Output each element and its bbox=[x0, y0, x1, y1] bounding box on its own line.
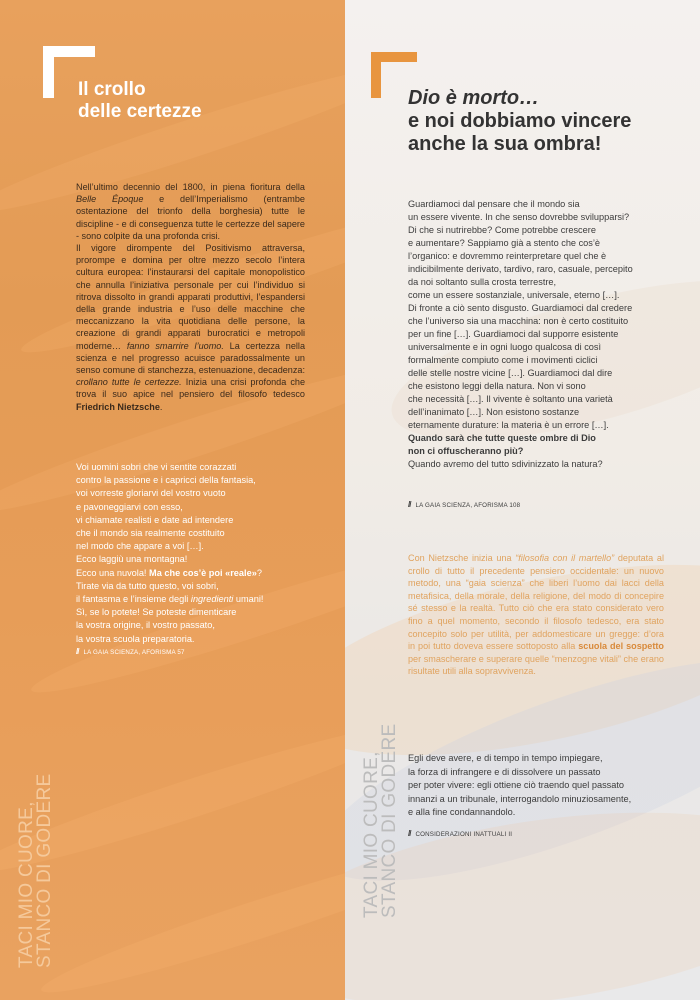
paragraph: Nell’ultimo decennio del 1800, in piena fioritura della Belle Époque e dell’Imperialismo (entrambe ostentazione del trionfo della borghesia) tutte le discipline - e di conseguenza tutte le certezze del sapere - sono colpite da una profonda crisi. bbox=[76, 182, 305, 241]
left-title-line: Il crollo bbox=[78, 79, 146, 100]
quote-source: // LA GAIA SCIENZA, AFORISMA 108 bbox=[408, 500, 521, 509]
quote-source: // CONSIDERAZIONI INATTUALI II bbox=[408, 829, 513, 838]
right-title-line: Dio è morto… bbox=[408, 87, 540, 109]
right-body-text: Con Nietzsche inizia una “filosofia con il martello” deputata al crollo di tutto il precedente pensiero occidentale: un nuovo metodo, una “gaia scienza” che liberi l’uomo dai lacci della metafisica, della morale, della religione, del modo di concepire sé stesso e la realtà. Tutto ciò che era stato considerato vero fino a quel momento, secondo il filosofo tedesco, era stato concepito solo per utilità, per addomesticare un gregge: d’ora in poi tutto doveva essere sottoposto alla scuola del sospetto per smascherare e superare quelle “menzogne vitali” che erano risultate utili alla sopravvivenza. bbox=[408, 553, 664, 677]
left-body-text bbox=[76, 181, 305, 413]
paragraph: Il vigore dirompente del Positivismo attraversa, prorompe e domina per oltre mezzo secolo l’intera cultura europea: l’instaurarsi del capitale monopolistico che annulla l’iniziativa personale per cui l’individuo si ritrova dissolto in grandi apparati produttivi, l’espandersi della grande industria e l’uso delle macchine che meccanizzano la vita quotidiana delle persone, la creazione di grandi apparati burocratici e metropoli moderne… fanno smarrire l’uomo. La certezza nella scienza e nel progresso acuisce paradossalmente un senso comune di stanchezza, estenuazione, decadenza: crollano tutte le certezze. Inizia una crisi profonda che trova il suo apice nel pensiero del filosofo tedesco Friedrich Nietzsche. bbox=[76, 243, 306, 412]
right-title bbox=[408, 87, 631, 156]
vertical-caption: TACI MIO CUORE, STANCO DI GODERE bbox=[16, 773, 55, 968]
left-quote: Voi uomini sobri che vi sentite corazzati contro la passione e i capricci della fantasia, voi vorreste gloriarvi del vostro vuoto e pavoneggiarvi con esso, vi chiamate realisti e date ad intendere che il mondo sia realmente costituito nel modo che appare a voi […]. Ecco laggiù una montagna! Ecco una nuvola! Ma che cos’è poi «reale»? Tirate via da tutto questo, voi sobri, il fantasma e l’insieme degli ingredienti umani! Sì, se lo potete! Se poteste dimenticare la vostra origine, il vostro passato, la vostra scuola preparatoria. bbox=[76, 462, 264, 644]
right-quote-2: Egli deve avere, e di tempo in tempo impiegare, la forza di infrangere e di dissolvere un passato per poter vivere: egli ottiene ciò traendo quel passato innanzi a un tribunale, interrogandolo minuziosamente, e alla fine condannandolo. bbox=[408, 753, 632, 817]
right-quote: Guardiamoci dal pensare che il mondo sia un essere vivente. In che senso dovrebbe svilupparsi? Di che si nutrirebbe? Come potrebbe crescere e aumentare? Sappiamo già a stento che cos’è l’organico: e dovremmo reinterpretare quel che è indicibilmente derivato, tardivo, raro, casuale, percepito da noi soltanto sulla crosta terrestre, come un essere sostanziale, universale, eterno […]. Di fronte a ciò sento disgusto. Guardiamoci dal credere che l’universo sia una macchina: non è certo costituito per un fine […]. Guardiamoci dal supporre esistente universalmente e in ogni luogo qualcosa di così formalmente compiuto come i movimenti ciclici delle stelle nostre vicine […]. Guardiamoci dal dire che esistono leggi della natura. Non vi sono che necessità […]. Il vivente è soltanto una varietà dell’inanimato […]. Non esistono sostanze eternamente durature: la materia è un errore […]. Quando sarà che tutte queste ombre di Dio non ci offuscheranno più? Quando avremo del tutto sdivinizzato la natura? bbox=[408, 199, 633, 469]
right-title-line: e noi dobbiamo vincere bbox=[408, 110, 632, 132]
right-title-line: anche la sua ombra! bbox=[408, 133, 602, 155]
left-title bbox=[78, 79, 202, 123]
left-title-line: delle certezze bbox=[78, 101, 202, 122]
quote-source: // LA GAIA SCIENZA, AFORISMA 57 bbox=[76, 647, 185, 656]
vertical-caption: TACI MIO CUORE, STANCO DI GODERE bbox=[361, 723, 400, 918]
